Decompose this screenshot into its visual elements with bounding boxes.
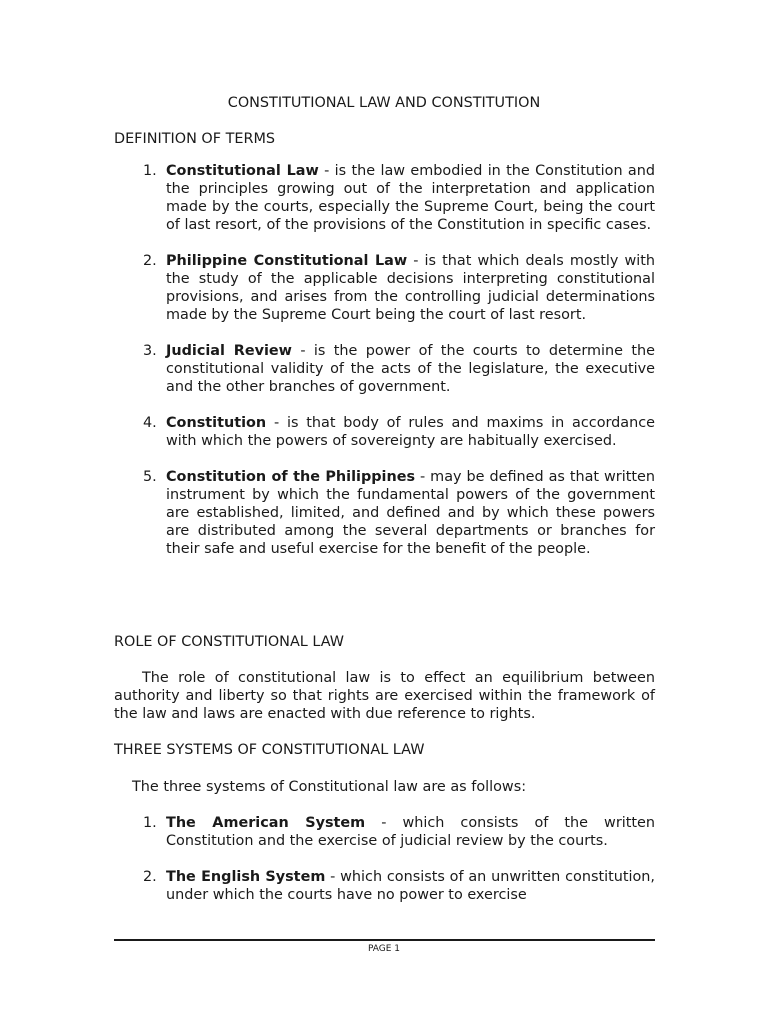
heading-three-systems: THREE SYSTEMS OF CONSTITUTIONAL LAW (114, 742, 425, 758)
definition-text: - is the law embodied in the Constitution and the principles growing out of the interpretation and application made by the courts, especially the Supreme Court, being the court of last resort, of the provisions of the Constitution in specific cases. (166, 163, 655, 233)
definitions-list (114, 162, 655, 576)
systems-list (114, 814, 655, 922)
role-paragraph: The role of constitutional law is to effect an equilibrium between authority and liberty so that rights are exercised within the framework of the law and laws are enacted with due reference to rights. (114, 670, 655, 722)
definition-item (114, 252, 655, 324)
page-number-label: PAGE 1 (367, 944, 401, 954)
list-number: 2. (143, 253, 157, 269)
heading-definition-of-terms: DEFINITION OF TERMS (114, 131, 276, 147)
system-text: - which consists of an unwritten constitution, under which the courts have no power to exercise (166, 869, 655, 903)
system-item (114, 814, 655, 850)
systems-intro: The three systems of Constitutional law are as follows: (132, 779, 527, 795)
definition-item (114, 162, 655, 234)
definition-item (114, 468, 655, 558)
definition-term: Constitution (166, 415, 267, 431)
definition-term: Constitution of the Philippines (166, 469, 416, 485)
list-number: 5. (143, 469, 157, 485)
definition-text: - is the power of the courts to determine the constitutional validity of the acts of the legislature, the executive and the other branches of government. (166, 343, 655, 395)
definition-item (114, 414, 655, 450)
list-number: 3. (143, 343, 157, 359)
system-text: - which consists of the written Constitution and the exercise of judicial review by the courts. (166, 815, 655, 849)
definition-text: - is that which deals mostly with the study of the applicable decisions interpreting constitutional provisions, and arises from the controlling judicial determinations made by the Supreme Court being the court of last resort. (166, 253, 655, 323)
definition-term: Constitutional Law (166, 163, 319, 179)
definition-term: Philippine Constitutional Law (166, 253, 408, 269)
definition-text: - is that body of rules and maxims in accordance with which the powers of sovereignty are habitually exercised. (166, 415, 655, 449)
definition-text: - may be defined as that written instrument by which the fundamental powers of the government are established, limited, and defined and by which these powers are distributed among the several departments or branches for their safe and useful exercise for the benefit of the people. (166, 469, 655, 557)
system-term: The American System (166, 815, 366, 831)
list-number: 2. (143, 869, 157, 885)
system-term: The English System (166, 869, 326, 885)
definition-item (114, 342, 655, 396)
list-number: 1. (143, 163, 157, 179)
list-number: 1. (143, 815, 157, 831)
system-item (114, 868, 655, 904)
heading-role-of-constitutional-law: ROLE OF CONSTITUTIONAL LAW (114, 634, 345, 650)
document-title: CONSTITUTIONAL LAW AND CONSTITUTION (227, 95, 541, 111)
definition-term: Judicial Review (166, 343, 292, 359)
footer-rule (114, 939, 655, 941)
list-number: 4. (143, 415, 157, 431)
